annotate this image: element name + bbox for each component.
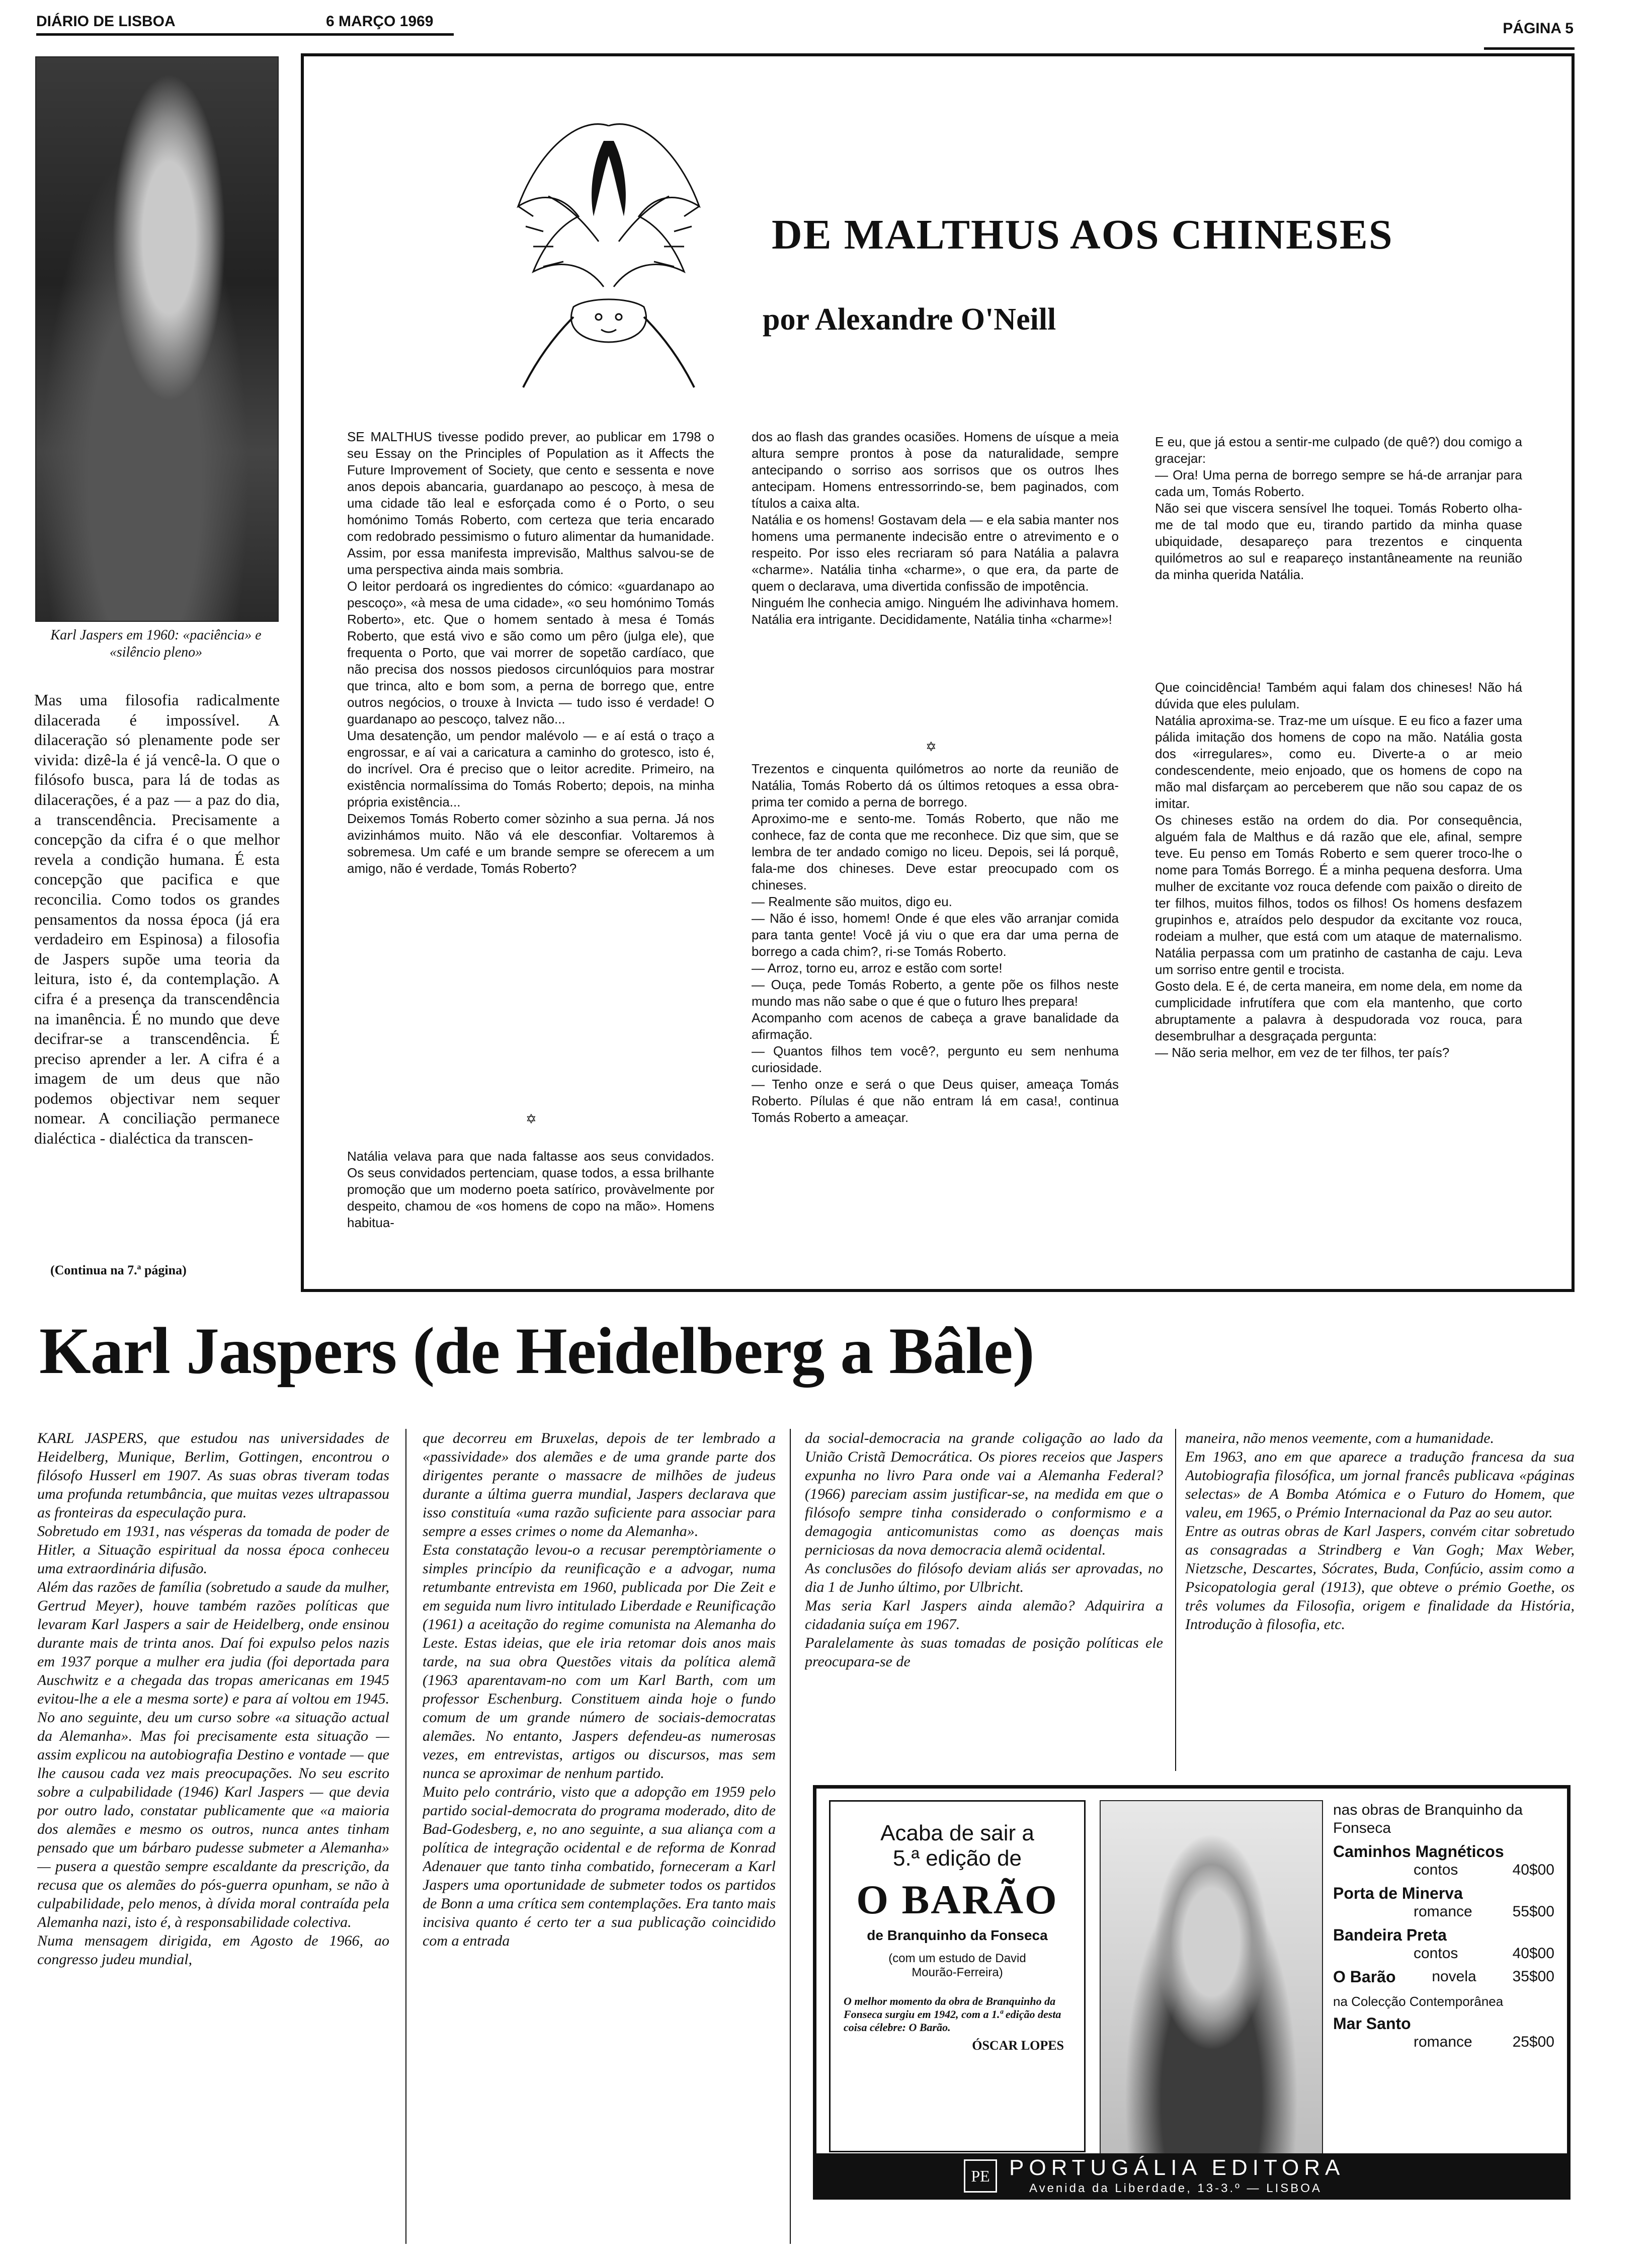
karl-jaspers-photo [35,56,279,622]
feature-column-1-tail: Natália velava para que nada faltasse aos seus convidados. Os seus convidados pertenciam, quase todos, a essa brilhante promoção que um moderno poeta satírico, provàvelmente por despeito, chamou de «os homens de copo na mão». Homens habitua- [347,1149,714,1230]
column-divider-3 [1175,1429,1176,1771]
book-item-kind: contos [1414,1862,1458,1878]
masthead-rule-left [36,33,454,36]
book-item-price: 40$00 [1512,1945,1554,1962]
feature-separator-2: ✡ [926,740,937,754]
book-item[interactable] [1333,1968,1554,1986]
advert-book-author: de Branquinho da Fonseca [867,1927,1048,1943]
book-item-price: 40$00 [1512,1862,1554,1878]
jaspers-column-4: maneira, não menos veemente, com a humanidade. Em 1963, ano em que aparece a tradução francesa da sua Autobiografia filosófica, um jornal francês publicava «páginas selectas» de A Bomba Atómica e o Futuro do Homem, que valeu, em 1965, o Prémio Internacional da Paz ao seu autor. Entre as outras obras de Karl Jaspers, convém citar sobretudo as consagradas a Strindberg e Van Gogh; Max Weber, Nietzsche, Descartes, Sócrates, Buda, Confúcio, assim como a Psicopatologia geral (1913), que obteve o prémio Goethe, os três volumes da Filosofia, origem e finalidade da História, Introdução à filosofia, etc. [1185,1430,1575,1633]
book-item-title: Bandeira Preta [1333,1926,1447,1944]
book-item-title: Caminhos Magnéticos [1333,1842,1504,1861]
jaspers-headline: Karl Jaspers (de Heidelberg a Bâle) [39,1314,1034,1388]
collection-note: na Colecção Contemporânea [1333,1994,1504,2009]
book-item-title: Mar Santo [1333,2014,1411,2033]
book-item-price: 25$00 [1512,2034,1554,2050]
book-item-price: 55$00 [1512,1903,1554,1920]
photo-caption: Karl Jaspers em 1960: «paciência» e «silêncio pleno» [50,627,262,660]
column-divider-2 [790,1429,791,2244]
feature-column-1: SE MALTHUS tivesse podido prever, ao publicar em 1798 o seu Essay on the Principles of Population as it Affects the Future Improvement of Society, que cento e sessenta e nove anos depois abancaria, guardanapo ao pescoço, à mesa de uma cidade tão leal e esforçada como é o Porto, o seu homónimo Tomás Roberto, com certeza que teria encarado com redobrado pessimismo o futuro alimentar da humanidade. Assim, por essa manifesta imprevisão, Malthus salvou-se de uma perspectiva ainda mais sombria. O leitor perdoará os ingredientes do cómico: «guardanapo ao pescoço», «à mesa de uma cidade», «o seu homónimo Tomás Roberto», etc. Que o homem sentado à mesa é Tomás Roberto, que está vivo e são como um pêro (julga ele), que frequenta o Porto, que vai morrer de sopetão cardíaco, que não precisa dos nossos piedosos circunlóquios para mostrar que trinca, alto e bom som, a perna de borrego que, entre outros negócios, o trouxe à Invicta — tudo isso é verdade! O guardanapo ao pescoço, talvez não... Uma desatenção, um pendor malévolo — e aí está o traço a engrossar, e aí vai a caricatura a caminho do grotesco, isto é, do incrível. Ora é preciso que o leitor acredite. Primeiro, na existência normalíssima do Tomás Roberto; depois, na minha própria existência... Deixemos Tomás Roberto comer sòzinho a sua perna. Já nos avizinhámos muito. Não vá ele desconfiar. Voltaremos à sobremesa. Um café e um brande sempre se oferecem a um amigo, não é verdade, Tomás Roberto? [347,429,714,876]
jaspers-column-1: KARL JASPERS, que estudou nas universidades de Heidelberg, Munique, Berlim, Gottingen, encontrou o filósofo Husserl em 1907. As suas obras tiveram todas uma profunda retumbância, que muitas vezes ultrapassou as fronteiras da especulação pura. Sobretudo em 1931, nas vésperas da tomada de poder de Hitler, a Situação espiritual da nossa época conheceu uma extraordinária difusão. Além das razões de família (sobretudo a saude da mulher, Gertrud Meyer), houve também razões políticas que levaram Karl Jaspers a sair de Heidelberg, onde ensinou durante mais de trinta anos. Daí foi expulso pelos nazis em 1937 porque a mulher era judia (foi deportada para Auschwitz e a chegada das tropas americanas em 1945 evitou-lhe a ele a mesma sorte) e para aí voltou em 1945. No ano seguinte, deu um curso sobre «a situação actual da Alemanha». Mas foi precisamente esta situação — assim explicou na autobiografia Destino e vontade — que lhe causou cada vez mais preocupações. No seu escrito sobre a culpabilidade (1946) Karl Jaspers — que devia por outro lado, constatar publicamente que «a maioria dos alemães e mesmo os outros, nunca antes tinham pensado que um bárbaro pudesse submeter a Alemanha» — pusera a questão sempre escaldante da prescrição, da recusa que os alemães do pós-guerra opunham, se não à culpabilidade, pelo menos, à dívida moral contraída pela Alemanha nazi, isto é, à responsabilidade colectiva. Numa mensagem dirigida, em Agosto de 1966, ao congresso judeu mundial, [37,1430,389,1968]
advert-book-title: O BARÃO [856,1877,1058,1922]
feature-title: DE MALTHUS AOS CHINESES [772,211,1393,258]
advert-intro-line-1: Acaba de sair a [880,1821,1034,1845]
book-item-kind: romance [1414,1903,1472,1920]
page-number: PÁGINA 5 [1503,20,1574,37]
feature-column-3: E eu, que já estou a sentir-me culpado (de quê?) dou comigo a gracejar: — Ora! Uma perna de borrego sempre se há-de arranjar para cada um, Tomás Roberto. Não sei que viscera sensível lhe toquei. Tomás Roberto olha-me de tal modo que eu, tirando partido da minha quase ubiquidade, desapareço para trezentos e cinquenta quilómetros ao sul e reapareço instantâneamente na reunião da minha querida Natália. [1155,434,1522,582]
book-item[interactable] [1333,1842,1554,1879]
jaspers-column-2: que decorreu em Bruxelas, depois de ter lembrado a «passividade» dos alemães e de uma grande parte dos dirigentes perante o massacre de milhões de judeus durante a última guerra mundial, Jaspers declarava que isso constituía «uma razão suficiente para associar para sempre a esses crimes o nome da Alemanha». Esta constatação levou-o a recusar peremptòriamente o simples princípio da reunificação e a advogar, numa retumbante entrevista em 1960, publicada por Die Zeit e em seguida num livro intitulado Liberdade e Reunificação (1961) a aceitação do regime comunista na Alemanha do Leste. Estas ideias, que ele iria retomar dois anos mais tarde, na sua obra Questões vitais da política alemã (1963 aparentavam-no com um Karl Barth, com um professor Eschenburg. Constituem ainda hoje o fundo comum de um grande número de sociais-democratas alemães. No entanto, Jaspers defendeu-as numerosas vezes, em entrevistas, artigos ou discursos, mas sem nunca se aproximar de nenhum partido. Muito pelo contrário, visto que a adopção em 1959 pelo partido social-democrata do programa moderado, dito de Bad-Godesberg, e, no ano seguinte, a sua aliança com a política de integração ocidental e de reforma de Konrad Adenauer que tanto tinha combatido, forneceram a Karl Jaspers uma oportunidade de submeter todos os partidos de Bonn a uma crítica sem contemplações. Era tanto mais incisiva quanto é certo ter a sua publicação coincidido com a entrada [423,1430,776,1949]
book-item[interactable] [1333,1926,1554,1963]
feature-column-3-tail: Que coincidência! Também aqui falam dos chineses! Não há dúvida que eles pululam. Natália aproxima-se. Traz-me um uísque. E eu fico a fazer uma pálida imitação dos homens de copo na mão. Natália gosta dos «irregulares», como eu. Diverte-a o ar meio condescendente, meio enjoado, que os homens de copo na mão mal disfarçam ao perceberem que não sou capaz de os imitar. Os chineses estão na ordem do dia. Por consequência, alguém fala de Malthus e dá razão que ele, afinal, sempre teve. Eu penso em Tomás Roberto e sem querer troco-lhe o nome para Tomás Borrego. É a minha pequena desforra. Uma mulher de excitante voz rouca defende com paixão o direito de ter filhos, muitos filhos, todos os filhos! Os homens desfazem grupinhos e, atraídos pelo despudor da excitante voz rouca, rodeiam a mulher, que está com um ataque de maternalismo. Natália perpassa com um pratinho de castanha de caju. Leva um sorriso entre gentil e trocista. Gosto dela. E é, de certa maneira, em nome dela, em nome da cumplicidade infrutífera que com ela mantenho, que corto abruptamente a palavra à despudorada voz rouca, para desembrulhar a desgraçada pergunta: — Não seria melhor, em vez de ter filhos, ter país? [1155,680,1522,1060]
book-item-title: O Barão [1333,1968,1396,1986]
issue-date: 6 MARÇO 1969 [326,13,434,30]
advert-quote-author: ÓSCAR LOPES [972,2038,1064,2053]
book-item-kind: novela [1432,1968,1476,1985]
book-item-kind: contos [1414,1945,1458,1962]
book-item-title: Porta de Minerva [1333,1884,1463,1902]
publisher-name: PORTUGÁLIA EDITORA [1009,2155,1345,2180]
feature-separator-1: ✡ [526,1112,537,1126]
column-divider-1 [405,1429,406,2244]
book-item[interactable] [1333,1884,1554,1921]
publisher-logo: PE [964,2159,997,2193]
masthead-rule-right [1484,47,1575,50]
publisher-banner[interactable] [813,2153,1571,2200]
book-item-kind: romance [1414,2034,1472,2050]
feature-byline: por Alexandre O'Neill [763,302,1056,337]
advert-study-line: (com um estudo de David Mourão-Ferreira) [888,1952,1026,1979]
left-column-body: Mas uma filosofia radicalmente dilacerada é impossível. A dilaceração só plenamente pode ser vivida: dizê-la é já vencê-la. O que o filósofo busca, para lá de todas as dilacerações, é a paz — a paz do dia, a transcendência. Precisamente a concepção da cifra é o que melhor revela a condição humana. É esta concepção que pacifica e que reconcilia. Como todos os grandes pensamentos da nossa época (já era verdadeiro em Espinosa) a filosofia de Jaspers supõe uma teoria da leitura, isto é, da contemplação. A cifra é a presença da transcendência na imanência. É no mundo que deve decifrar-se a transcendência. É preciso aprender a ler. A cifra é a imagem de um deus que não podemos objectivar nem sequer nomear. A conciliação permanece dialéctica - dialéctica da transcen- [34,691,280,1148]
jaspers-column-3: da social-democracia na grande coligação ao lado da União Cristã Democrática. Os piores receios que Jaspers expunha no livro Para onde vai a Alemanha Federal? (1966) pareciam assim justificar-se, na medida em que o filósofo sempre tinha considerado o conformismo e a demagogia anticomunistas como as doenças mais perniciosas da nova democracia alemã ocidental. As conclusões do filósofo deviam aliás ser aprovadas, no dia 1 de Junho último, por Ulbricht. Mas seria Karl Jaspers ainda alemão? Adquirira a cidadania suíça em 1967. Paralelamente às suas tomadas de posição políticas ele preocupara-se de [805,1430,1163,1670]
book-item[interactable] [1333,2014,1554,2051]
newspaper-name: DIÁRIO DE LISBOA [36,13,176,30]
feature-column-2-tail: Trezentos e cinquenta quilómetros ao norte da reunião de Natália, Tomás Roberto dá os últimos retoques a essa obra-prima ter comido a perna de borrego. Aproximo-me e sento-me. Tomás Roberto, que não me conhece, faz de conta que me reconhece. Diz que sim, que se lembra de ter andado comigo no liceu. Depois, sei lá porquê, fala-me dos chineses. Deve estar preocupado com os chineses. — Realmente são muitos, digo eu. — Não é isso, homem! Onde é que eles vão arranjar comida para tanta gente! Você já viu o que era dar uma perna de borrego a cada chim?, ri-se Tomás Roberto. — Arroz, torno eu, arroz e estão com sorte! — Ouça, pede Tomás Roberto, a gente põe os filhos neste mundo mas não sabe o que é que o futuro lhes prepara! Acompanho com acenos de cabeça a grave banalidade da afirmação. — Quantos filhos tem você?, pergunto eu sem nenhuma curiosidade. — Tenho onze e será o que Deus quiser, ameaça Tomás Roberto. Pílulas é que não entram lá em casa!, continua Tomás Roberto a ameaçar. [752,761,1119,1125]
advert-title-panel [829,1800,1086,2152]
other-works-list [1333,1801,1554,2051]
advert-quote: O melhor momento da obra de Branquinho da Fonseca surgiu em 1942, com a 1.ª edição desta coisa célebre: O Barão. [844,1995,1061,2034]
advert-intro-line-2: 5.ª edição de [892,1846,1022,1871]
feature-column-2: dos ao flash das grandes ocasiões. Homens de uísque a meia altura sempre prontos à pose da naturalidade, sempre antecipando o sorriso aos sorrisos que os outros lhes antecipam. Homens entressorrindo-se, bem paginados, com títulos a caixa alta. Natália e os homens! Gostavam dela — e ela sabia manter nos homens uma permanente indecisão entre o atrevimento e o respeito. Por isso eles recriaram só para Natália a palavra «charme». Natália tinha «charme», o que era, da parte de quem o declarava, uma divertida confissão de impotência. Ninguém lhe conhecia amigo. Ninguém lhe adivinhava homem. Natália era intrigante. Decididamente, Natália tinha «charme»! [752,429,1119,627]
continuation-note[interactable]: (Continua na 7.ª página) [50,1263,187,1277]
author-portrait [1100,1800,1323,2154]
winged-angel-illustration [503,106,714,397]
list-heading: nas obras de Branquinho da Fonseca [1333,1802,1523,1836]
book-item-price: 35$00 [1512,1968,1554,1985]
publisher-address: Avenida da Liberdade, 13-3.º — LISBOA [1029,2182,1322,2195]
